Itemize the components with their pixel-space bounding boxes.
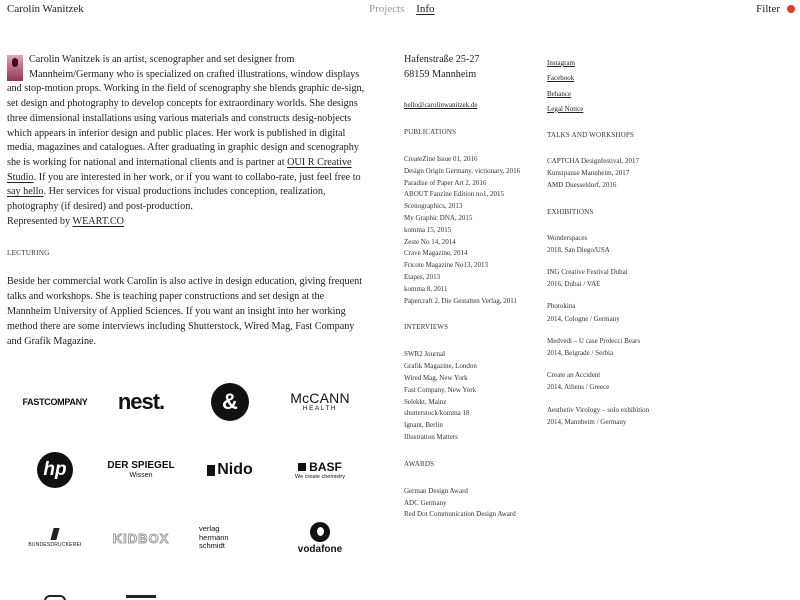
logo-vodafone: vodafone bbox=[275, 516, 365, 560]
email-link[interactable]: hello@carolinwanitzek.de bbox=[404, 101, 478, 109]
lecturing-text: Beside her commercial work Carolin is also active in design education, giving frequent talks and workshops. She is teaching paper constructions and set design at the Mannheim University of Applied Sciences. If you want an insight into her working method there are some interviews including Shutterstock, Wired Mag, Fast Company and Grafik Magazine. bbox=[7, 276, 363, 348]
address-city: 68159 Mannheim bbox=[404, 68, 477, 80]
bio-services: . Her services for visual productions includes conception, realization, photography (if desired) and post-production. bbox=[7, 186, 326, 213]
nav-projects-link[interactable]: Projects bbox=[369, 3, 405, 15]
list-item: Zeste No 14, 2014 bbox=[404, 237, 456, 246]
list-item: ING Creative Festival Dubai 2016, Dubai / VAE bbox=[547, 267, 628, 289]
filter-button[interactable]: Filter bbox=[756, 3, 780, 15]
list-item: Crave Magazine, 2014 bbox=[404, 249, 468, 258]
logo-bundesdruckerei: BUNDESDRUCKEREI bbox=[10, 516, 100, 560]
instagram-link[interactable]: Instagram bbox=[547, 59, 575, 67]
site-title-link[interactable]: Carolin Wanitzek bbox=[7, 3, 84, 15]
list-item: AMD Duesseldorf, 2016 bbox=[547, 180, 617, 189]
talks-heading: TALKS AND WORKSHOPS bbox=[547, 131, 635, 140]
talks-list bbox=[547, 156, 747, 191]
list-item: Wired Mag, New York bbox=[404, 373, 468, 382]
list-item: Papercraft 2, Die Gestalten Verlag, 2011 bbox=[404, 296, 517, 305]
publications-list bbox=[404, 154, 544, 307]
list-item: shutterstock/komma 18 bbox=[404, 409, 470, 418]
legal-notice-link[interactable]: Legal Notice bbox=[547, 104, 584, 113]
logo-basf: BASF We create chemistry bbox=[294, 460, 346, 480]
address-street: Hafenstraße 25-27 bbox=[404, 54, 480, 65]
interviews-heading: INTERVIEWS bbox=[404, 323, 449, 332]
filter-indicator-dot[interactable] bbox=[787, 5, 795, 13]
social-links bbox=[547, 56, 747, 117]
list-item: Selekkt, Mainz bbox=[404, 397, 447, 406]
list-item: Illustration Matters bbox=[404, 432, 458, 441]
list-item: CAPTCHA Designfestival, 2017 bbox=[547, 157, 639, 166]
logo-partial-1 bbox=[10, 578, 100, 600]
list-item: Aesthetiv Virology – solo exhibition 2014, Mannheim / Germany bbox=[547, 405, 650, 426]
list-item: Paradise of Paper Art 2, 2016 bbox=[404, 178, 487, 187]
bio-intro: Carolin Wanitzek is an artist, scenographer and set designer from Mannheim/Germany who is specialized on crafted illustrations, window displays and stop-motion props. Working in the field of scenography she blends graphic de-sign, set design and photography to develop concepts for extraordinary worlds. She designs three dimensional installations using various materials and constructs desig-nobjects which appears in interior design and public places. Her work is published in digital media, magazines and catalogues. After graduating in graphic design and scenography she is working for national and international clients and is partner at bbox=[7, 54, 365, 168]
logo-mccann: McCANN HEALTH bbox=[290, 390, 350, 412]
list-item: Design Origin Germany, victionary, 2016 bbox=[404, 166, 521, 175]
links-column bbox=[547, 56, 747, 438]
exhibitions-list bbox=[547, 232, 747, 428]
logo-nest: nest. bbox=[117, 389, 165, 414]
exhibitions-heading: EXHIBITIONS bbox=[547, 207, 594, 216]
studio-link[interactable]: OUI R Creative Studio bbox=[7, 156, 352, 183]
list-item: Etapes, 2013 bbox=[404, 272, 441, 281]
list-item: Scenographics, 2013 bbox=[404, 202, 463, 211]
list-item: German Design Award bbox=[404, 486, 468, 495]
list-item: komma 15, 2015 bbox=[404, 225, 452, 234]
main-nav bbox=[369, 3, 444, 15]
list-item: Photokina 2014, Cologne / Germany bbox=[547, 302, 620, 323]
logo-fastcompany: FASTCOMPANY bbox=[22, 397, 88, 407]
list-item: ABOUT Fanzine Edition no1, 2015 bbox=[404, 190, 505, 199]
logo-partial-2 bbox=[96, 578, 186, 600]
contact-column bbox=[404, 53, 544, 521]
list-item: Ignant, Berlin bbox=[404, 421, 443, 430]
list-item: Kunstpause Mannheim, 2017 bbox=[547, 168, 630, 177]
lecturing-heading: LECTURING bbox=[7, 249, 50, 258]
logo-nido: Nido bbox=[185, 448, 275, 492]
agency-link[interactable]: WEART.CO bbox=[72, 215, 125, 227]
list-item: Grafik Magazine, London bbox=[404, 362, 477, 371]
awards-list bbox=[404, 486, 544, 521]
behance-link[interactable]: Behance bbox=[547, 89, 572, 98]
list-item: Red Dot Communication Design Award bbox=[404, 510, 516, 519]
list-item: Fricote Magazine No13, 2013 bbox=[404, 261, 488, 270]
logo-hp: hp bbox=[10, 448, 100, 492]
bio-middle: . If you are interested in her work, or if you want to collabo-rate, just feel free to bbox=[33, 171, 361, 183]
bio-paragraph bbox=[7, 53, 367, 229]
list-item: Fast Company, New York bbox=[404, 385, 477, 394]
interviews-list bbox=[404, 349, 544, 443]
logo-spiegel: DER SPIEGEL Wissen bbox=[107, 460, 175, 479]
top-bar bbox=[0, 0, 800, 22]
facebook-link[interactable]: Facebook bbox=[547, 74, 575, 83]
nav-info-link[interactable]: Info bbox=[416, 3, 435, 15]
logo-ampersand: & bbox=[185, 380, 275, 424]
list-item: Medvedi – U case Prolecci Bears 2014, Belgrade / Serbia bbox=[547, 336, 641, 357]
represented-by-label: Represented by bbox=[7, 215, 71, 227]
list-item: SWR2 Journal bbox=[404, 350, 446, 359]
publications-heading: PUBLICATIONS bbox=[404, 128, 457, 136]
list-item: ADC Germany bbox=[404, 498, 447, 507]
logo-hermann-schmidt: verlag hermann schmidt bbox=[199, 524, 229, 551]
list-item: CreateZine Issue 01, 2016 bbox=[404, 155, 478, 163]
list-item: My Graphic DNA, 2015 bbox=[404, 213, 473, 222]
list-item: Wonderspaces 2018, San Diego/USA bbox=[547, 233, 610, 254]
portrait-thumbnail bbox=[7, 55, 23, 81]
list-item: Create an Accident 2014, Athens / Greece bbox=[547, 371, 610, 392]
list-item: komma 8, 2011 bbox=[404, 284, 448, 293]
awards-heading: AWARDS bbox=[404, 459, 435, 468]
bio-column bbox=[7, 53, 367, 349]
logo-kidbox: KIDBOX bbox=[112, 530, 170, 546]
say-hello-link[interactable]: say hello bbox=[7, 186, 44, 198]
